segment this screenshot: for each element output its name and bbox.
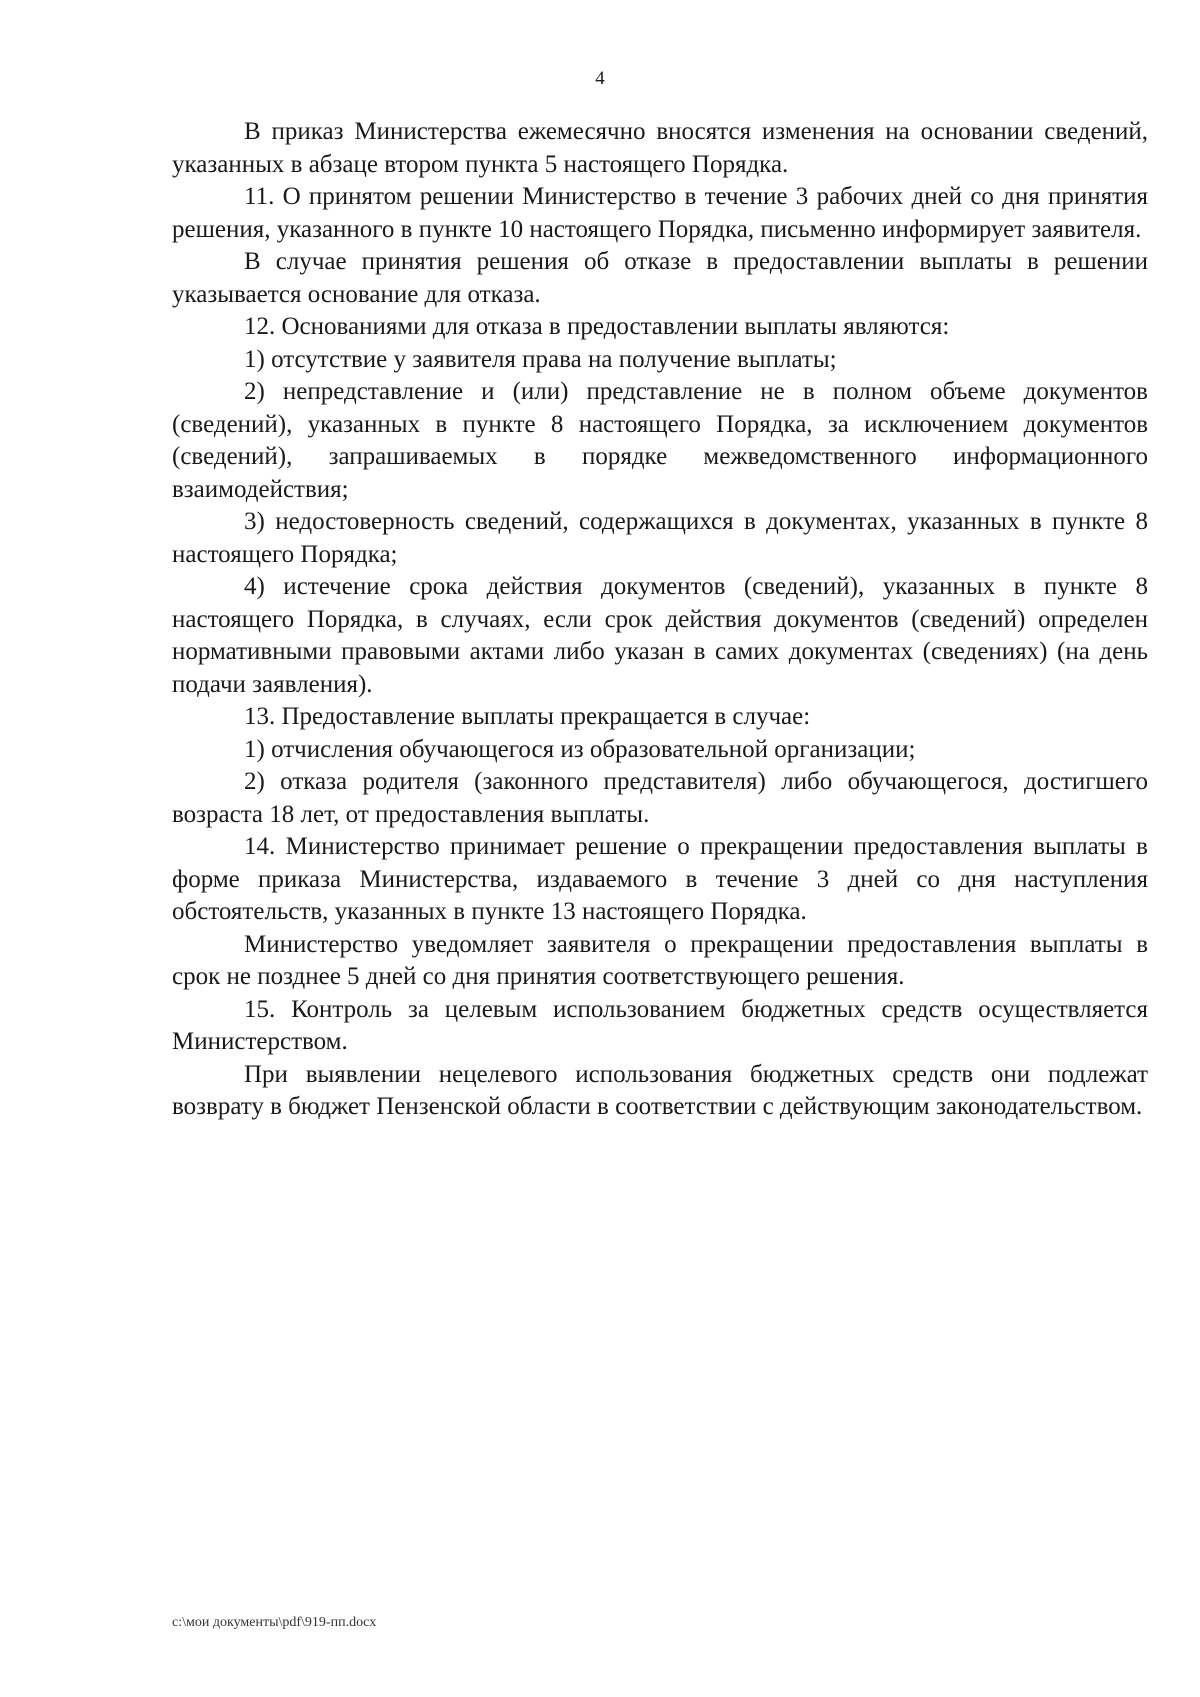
paragraph: 15. Контроль за целевым использованием бюджетных средств осуществляется Министерством. (172, 995, 1148, 1055)
paragraph: В приказ Министерства ежемесячно вносятся изменения на основании сведений, указанных в абзаце втором пункта 5 настоящего Порядка. (172, 118, 1148, 178)
paragraph: Министерство уведомляет заявителя о прекращении предоставления выплаты в срок не позднее 5 дней со дня принятия соответствующего решения. (172, 930, 1148, 990)
paragraph: 4) истечение срока действия документов (сведений), указанных в пункте 8 настоящего Порядка, в случаях, если срок действия документов (сведений) определен нормативными правовыми актами либо указан в самих документах (сведениях) (на день подачи заявления). (172, 573, 1148, 698)
paragraph: 2) отказа родителя (законного представителя) либо обучающегося, достигшего возраста 18 лет, от предоставления выплаты. (172, 768, 1148, 828)
paragraph: 13. Предоставление выплаты прекращается в случае: (244, 703, 811, 730)
paragraph: 11. О принятом решении Министерство в течение 3 рабочих дней со дня принятия решения, указанного в пункте 10 настоящего Порядка, письменно информирует заявителя. (172, 183, 1148, 243)
paragraph: В случае принятия решения об отказе в предоставлении выплаты в решении указывается основание для отказа. (172, 248, 1148, 308)
footer-file-path: c:\мои документы\pdf\919-пп.docx (172, 1615, 377, 1630)
paragraph: 14. Министерство принимает решение о прекращении предоставления выплаты в форме приказа Министерства, издаваемого в течение 3 дней со дня наступления обстоятельств, указанных в пункте 13 настоящего Порядка. (172, 833, 1148, 925)
paragraph: 2) непредставление и (или) представление не в полном объеме документов (сведений), указанных в пункте 8 настоящего Порядка, за исключением документов (сведений), запрашиваемых в порядке межведомственного информационного взаимодействия; (172, 378, 1148, 503)
paragraph: При выявлении нецелевого использования бюджетных средств они подлежат возврату в бюджет Пензенской области в соответствии с действующим законодательством. (172, 1060, 1148, 1120)
document-body (172, 116, 1148, 1124)
page-number: 4 (595, 68, 605, 89)
paragraph: 12. Основаниями для отказа в предоставлении выплаты являются: (244, 313, 950, 340)
paragraph: 3) недостоверность сведений, содержащихся в документах, указанных в пункте 8 настоящего Порядка; (172, 508, 1148, 568)
paragraph: 1) отсутствие у заявителя права на получение выплаты; (244, 345, 837, 373)
paragraph: 1) отчисления обучающегося из образовательной организации; (244, 735, 916, 763)
